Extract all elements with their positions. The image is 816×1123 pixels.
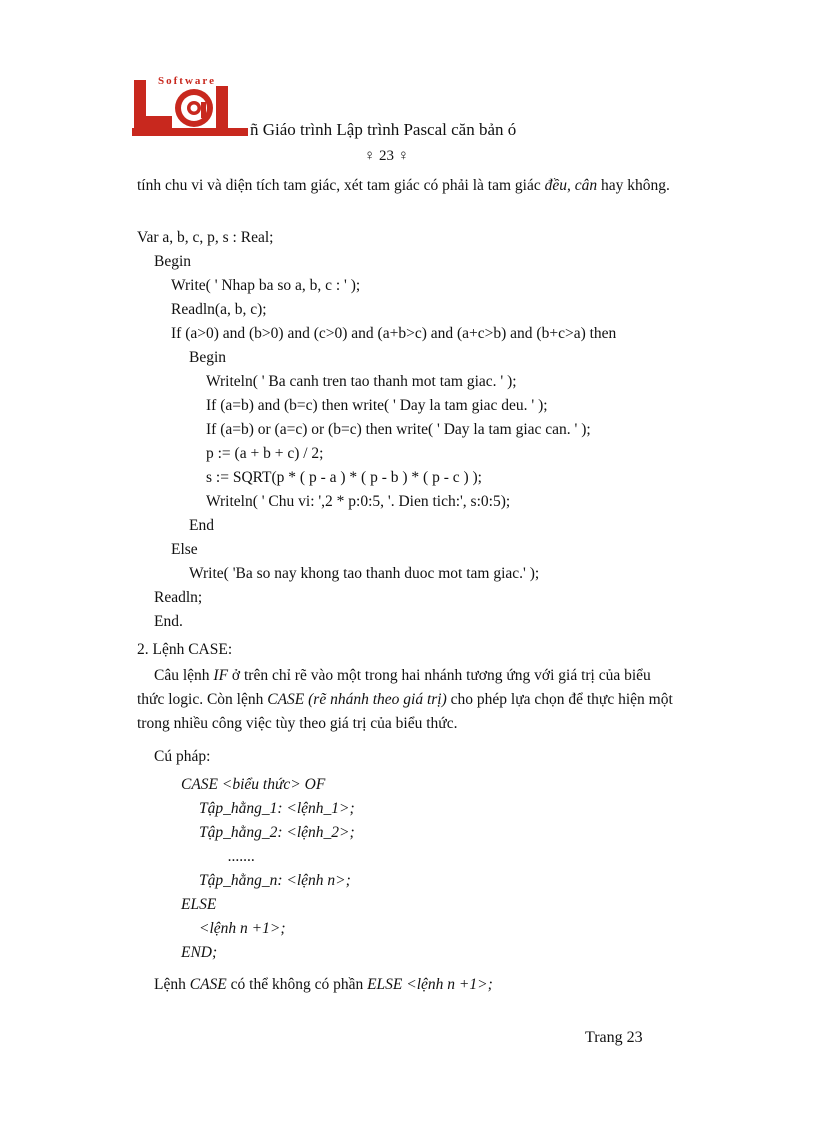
svg-text:Software: Software — [158, 75, 216, 87]
syntax-line: ELSE — [181, 896, 217, 913]
intro-paragraph — [137, 174, 685, 198]
case-note — [154, 976, 493, 994]
code-line: Writeln( ' Ba canh tren tao thanh mot tam giac. ' ); — [206, 373, 517, 390]
p1-case: CASE (rẽ nhánh theo giá trị) — [267, 691, 447, 708]
note-text-b: có thể không có phần — [226, 976, 368, 993]
code-line: Begin — [189, 349, 227, 366]
code-line: Write( 'Ba so nay khong tao thanh duoc mot tam giac.' ); — [189, 565, 540, 582]
code-line: If (a>0) and (b>0) and (c>0) and (a+b>c) and (a+c>b) and (b+c>a) then — [171, 325, 617, 342]
code-line: End — [189, 517, 214, 534]
intro-text-a: tính chu vi và diện tích tam giác, xét tam giác có phải là tam giác — [137, 177, 545, 194]
note-case: CASE — [189, 976, 227, 993]
section-heading: 2. Lệnh CASE: — [137, 641, 233, 658]
code-line: Readln(a, b, c); — [171, 301, 267, 318]
intro-text-b: hay không. — [597, 177, 670, 194]
code-line: Begin — [154, 253, 192, 270]
syntax-label: Cú pháp: — [154, 748, 211, 765]
intro-word-deu: đều — [544, 177, 567, 194]
code-line: p := (a + b + c) / 2; — [206, 445, 324, 462]
code-line: Else — [171, 541, 198, 558]
case-description-paragraph — [137, 664, 677, 736]
note-else: ELSE <lệnh n +1>; — [367, 976, 493, 993]
page-marker: ♀ 23 ♀ — [364, 148, 409, 164]
syntax-line: Tập_hằng_n: <lệnh n>; — [199, 872, 351, 889]
page-number-footer: Trang 23 — [585, 1029, 643, 1046]
code-line: If (a=b) and (b=c) then write( ' Day la tam giac deu. ' ); — [206, 397, 548, 414]
book-title: ñ Giáo trình Lập trình Pascal căn bản ó — [250, 120, 517, 139]
syntax-line: END; — [181, 944, 218, 961]
p1-text-a: Câu lệnh — [154, 667, 214, 684]
code-line: Write( ' Nhap ba so a, b, c : ' ); — [171, 277, 361, 294]
syntax-line: Tập_hằng_2: <lệnh_2>; — [199, 824, 355, 841]
software-logo — [132, 72, 248, 136]
note-text-a: Lệnh — [154, 976, 190, 993]
p1-text-c: cho phép lựa chọn để thực hiện một trong nhiều công việc tùy theo giá trị của biểu thức. — [137, 691, 673, 732]
code-line: s := SQRT(p * ( p - a ) * ( p - b ) * ( p - c ) ); — [206, 469, 482, 486]
syntax-line: Tập_hằng_1: <lệnh_1>; — [199, 800, 355, 817]
intro-word-can: cân — [574, 177, 598, 194]
syntax-line: <lệnh n +1>; — [199, 920, 286, 937]
code-line: If (a=b) or (a=c) or (b=c) then write( ' Day la tam giac can. ' ); — [206, 421, 591, 438]
syntax-line: ....... — [228, 848, 256, 865]
code-line: Readln; — [154, 589, 203, 606]
intro-comma: , — [567, 177, 575, 194]
syntax-line: CASE <biểu thức> OF — [181, 776, 326, 793]
code-line: End. — [154, 613, 183, 630]
p1-if: IF — [213, 667, 229, 684]
code-line: Var a, b, c, p, s : Real; — [137, 229, 274, 246]
code-line: Writeln( ' Chu vi: ',2 * p:0:5, '. Dien tich:', s:0:5); — [206, 493, 511, 510]
p1-text-b: ở trên chỉ rẽ vào một trong hai nhánh tương ứng với giá trị của biểu thức logic. Còn lệnh — [137, 667, 651, 708]
